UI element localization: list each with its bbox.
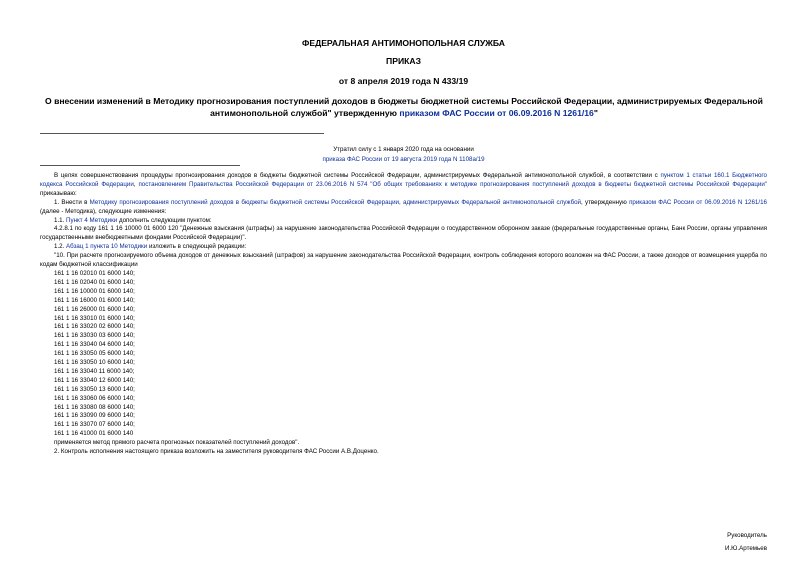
budget-code-link[interactable]: пунктом 1 статьи 160.1 Бюджетного кодекса Российской Федерации bbox=[40, 172, 767, 188]
point-4-link[interactable]: Пункт 4 Методики bbox=[66, 216, 118, 224]
budget-code-item: 161 1 16 02040 01 6000 140; bbox=[54, 278, 135, 286]
budget-code-item: 161 1 16 33070 07 6000 140; bbox=[54, 421, 135, 429]
government-decree-link[interactable]: постановлением Правительства Российской Федерации от 23.06.2016 N 574 "Об общих требованиях к методике прогнозирования поступлений доходов в бюджеты бюджетной системы Российской Федерации" bbox=[138, 180, 767, 188]
budget-code-item: 161 1 16 33090 09 6000 140; bbox=[54, 412, 135, 420]
title-order-link[interactable]: приказом ФАС России от 06.09.2016 N 1261/16 bbox=[399, 108, 594, 118]
budget-code-item: 161 1 16 16000 01 6000 140; bbox=[54, 296, 135, 304]
p3-text-b: дополнить следующим пунктом: bbox=[117, 216, 212, 224]
item-1-2-paragraph bbox=[40, 243, 767, 252]
title-tail: " bbox=[593, 108, 598, 118]
p5-text-b: изложить в следующей редакции: bbox=[147, 243, 247, 251]
doc-title bbox=[44, 95, 764, 119]
budget-code-item: 161 1 16 33040 12 6000 140; bbox=[54, 376, 135, 384]
p1-text-a: В целях совершенствования процедуры прогнозирования доходов в бюджеты бюджетной системы Российской Федерации, администрируемых Федеральной антимонопольной службой, в соответствии с bbox=[54, 172, 661, 179]
budget-code-item: 161 1 16 33050 13 6000 140; bbox=[54, 385, 135, 393]
p1-text-c: приказываю: bbox=[40, 189, 77, 197]
budget-code-item: 161 1 16 33080 08 6000 140; bbox=[54, 403, 135, 411]
item-2-paragraph: 2. Контроль исполнения настоящего приказа возложить на заместителя руководителя ФАС России А.В.Доценко. bbox=[54, 448, 379, 456]
budget-code-item: 161 1 16 33050 05 6000 140; bbox=[54, 350, 135, 358]
budget-code-item: 161 1 16 33020 02 6000 140; bbox=[54, 323, 135, 331]
methodology-link[interactable]: Методику прогнозирования поступлений доходов в бюджеты бюджетной системы Российской Федерации, администрируемых Федеральной антимонопольной службой bbox=[89, 198, 582, 206]
p3-text-a: 1.1. bbox=[54, 216, 67, 224]
signature-name: И.Ю.Артемьев bbox=[725, 545, 767, 552]
budget-code-item: 161 1 16 33060 06 6000 140; bbox=[54, 394, 135, 402]
budget-code-item: 161 1 16 10000 01 6000 140; bbox=[54, 287, 135, 295]
item-4-2-8-1-paragraph: 4.2.8.1 по коду 161 1 16 10000 01 6000 120 "Денежные взыскания (штрафы) за нарушение законодательства Российской Федерации о государственном оборонном заказе (федеральные государственные органы, Банк России, органы управления государственными внебюджетными фондами Российской Федерации)". bbox=[40, 225, 767, 242]
title-text: О внесении изменений в Методику прогнозирования поступлений доходов в бюджеты бюджетной системы Российской Федерации, администрируемых Федеральной антимонопольной службой" утвержденную bbox=[45, 96, 763, 118]
order-1261-link[interactable]: приказом ФАС России от 06.09.2016 N 1261/16 bbox=[629, 198, 767, 206]
budget-code-item: 161 1 16 26000 01 6000 140; bbox=[54, 305, 135, 313]
p1-text-b: , bbox=[133, 180, 139, 188]
p2-text-b: , утвержденную bbox=[581, 198, 630, 206]
divider-top bbox=[40, 133, 324, 134]
budget-code-item: 161 1 16 33050 10 6000 140; bbox=[54, 359, 135, 367]
p2-text-c: (далее - Методика), следующие изменения: bbox=[40, 207, 167, 215]
budget-code-item: 161 1 16 41000 01 6000 140 bbox=[54, 430, 134, 438]
agency-name: ФЕДЕРАЛЬНАЯ АНТИМОНОПОЛЬНАЯ СЛУЖБА bbox=[302, 38, 505, 48]
item-10-paragraph: "10. При расчете прогнозируемого объема доходов от денежных взысканий (штрафов) за нарушение законодательства Российской Федерации, контроль соблюдения которого возложен на ФАС России, а также доходов от возмещения ущерба по кодам бюджетной классификации bbox=[40, 252, 767, 269]
p2-text-a: 1. Внести в bbox=[54, 198, 90, 206]
doc-type: ПРИКАЗ bbox=[386, 56, 421, 66]
budget-code-item: 161 1 16 33010 01 6000 140; bbox=[54, 314, 135, 322]
budget-codes-list bbox=[40, 270, 767, 439]
budget-code-item: 161 1 16 33030 03 6000 140; bbox=[54, 332, 135, 340]
budget-code-item: 161 1 16 02010 01 6000 140; bbox=[54, 269, 135, 277]
closing-paragraph: применяется метод прямого расчета прогнозных показателей поступлений доходов". bbox=[54, 439, 300, 447]
point-10-link[interactable]: Абзац 1 пункта 10 Методики bbox=[66, 243, 148, 251]
doc-date-number: от 8 апреля 2019 года N 433/19 bbox=[338, 76, 469, 86]
budget-code-item: 161 1 16 33040 11 6000 140; bbox=[54, 367, 135, 375]
item-1-1-paragraph bbox=[40, 217, 767, 226]
item-1-paragraph bbox=[40, 199, 767, 217]
p5-text-a: 1.2. bbox=[54, 243, 67, 251]
budget-code-item: 161 1 16 33040 04 6000 140; bbox=[54, 341, 135, 349]
lost-force-link[interactable]: приказа ФАС России от 19 августа 2019 года N 1108а/19 bbox=[322, 156, 485, 163]
divider-mid bbox=[40, 165, 240, 166]
document-body bbox=[40, 172, 767, 457]
preamble-paragraph bbox=[40, 172, 767, 199]
lost-force-note: Утратил силу с 1 января 2020 года на основании bbox=[333, 146, 474, 153]
signature-role: Руководитель bbox=[727, 532, 767, 539]
